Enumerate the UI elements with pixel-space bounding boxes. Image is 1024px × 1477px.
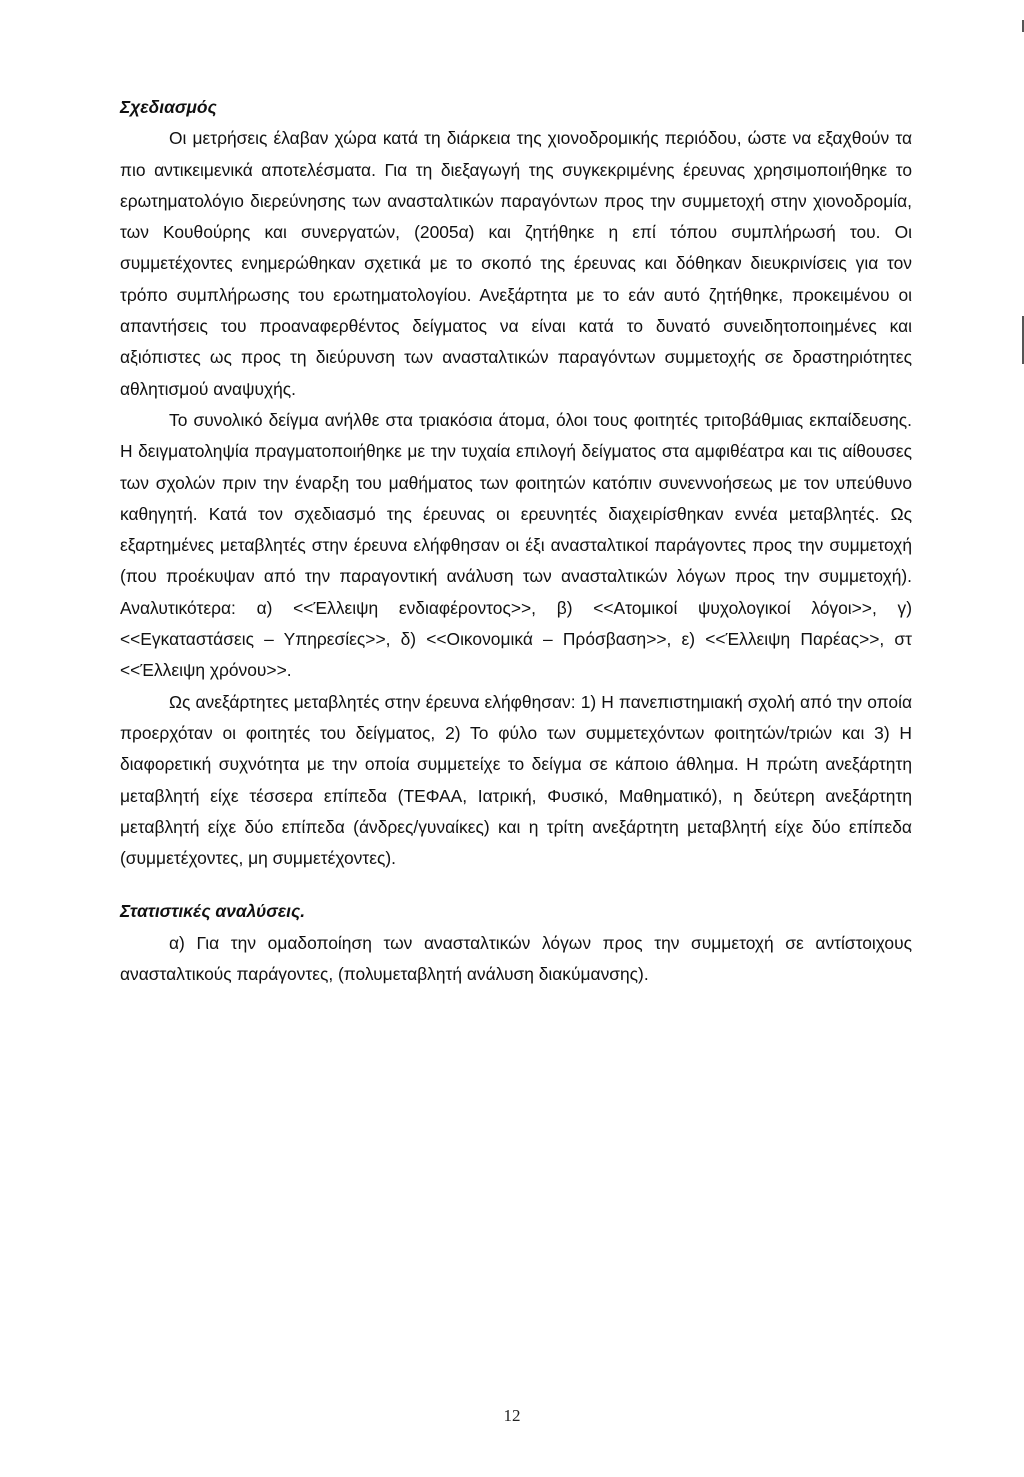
paragraph-design-independent-variables: Ως ανεξάρτητες μεταβλητές στην έρευνα ελήφθησαν: 1) Η πανεπιστημιακή σχολή από την οποία προερχόταν οι φοιτητές του δείγματος, 2) Το φύλο των συμμετεχόντων φοιτητών/τριών και 3) Η διαφορετική συχνότητα με την οποία συμμετείχε το δείγμα σε κάποιο άθλημα. Η πρώτη ανεξάρτητη μεταβλητή είχε τέσσερα επίπεδα (ΤΕΦΑΑ, Ιατρική, Φυσικό, Μαθηματικό), η δεύτερη ανεξάρτητη μεταβλητή είχε δύο επίπεδα (άνδρες/γυναίκες) και η τρίτη ανεξάρτητη μεταβλητή είχε δύο επίπεδα (συμμετέχοντες, μη συμμετέχοντες). — [120, 691, 912, 869]
page-number: 12 — [503, 1406, 521, 1425]
paragraph-design-procedure: Οι μετρήσεις έλαβαν χώρα κατά τη διάρκεια της χιονοδρομικής περιόδου, ώστε να εξαχθούν τα πιο αντικειμενικά αποτελέσματα. Για τη διεξαγωγή της συγκεκριμένης έρευνας χρησιμοποιήθηκε το ερωτηματολόγιο διερεύνησης των ανασταλτικών παραγόντων προς την συμμετοχή στην χιονοδρομία, των Κουθούρης και συνεργατών, (2005α) και ζητήθηκε η επί τόπου συμπλήρωσή του. Οι συμμετέχοντες ενημερώθηκαν σχετικά με το σκοπό της έρευνας και δόθηκαν διευκρινίσεις για τον τρόπο συμπλήρωσης του ερωτηματολογίου. Ανεξάρτητα με το εάν αυτό ζητήθηκε, προκειμένου οι απαντήσεις του προαναφερθέντος δείγματος να είναι κατά το δυνατό συνειδητοποιημένες και αξιόπιστες ως προς τη διεύρυνση των ανασταλτικών παραγόντων συμμετοχής σε δραστηριότητες αθλητισμού αναψυχής. — [120, 128, 912, 399]
section-heading-statistical-analyses: Στατιστικές αναλύσεις. — [120, 901, 306, 922]
paragraph-design-sample: Το συνολικό δείγμα ανήλθε στα τριακόσια άτομα, όλοι τους φοιτητές τριτοβάθμιας εκπαίδευσης. Η δειγματοληψία πραγματοποιήθηκε με την τυχαία επιλογή δείγματος στα αμφιθέατρα και τις αίθουσες των σχολών πριν την έναρξη του μαθήματος των φοιτητών κατόπιν συνεννοήσεως με τον υπεύθυνο καθηγητή. Κατά τον σχεδιασμό της έρευνας οι ερευνητές διαχειρίσθηκαν εννέα μεταβλητές. Ως εξαρτημένες μεταβλητές στην έρευνα ελήφθησαν οι έξι ανασταλτικοί παράγοντες προς την συμμετοχή (που προέκυψαν από την παραγοντική ανάλυση των ανασταλτικών λόγων προς την συμμετοχή). Αναλυτικότερα: α) <<Έλλειψη ενδιαφέροντος>>, β) <<Ατομικοί ψυχολογικοί λόγοι>>, γ) <<Εγκαταστάσεις – Υπηρεσίες>>, δ) <<Οικονομικά – Πρόσβαση>>, ε) <<Έλλειψη Παρέας>>, στ <<Έλλειψη χρόνου>>. — [120, 409, 912, 681]
section-heading-design: Σχεδιασμός — [120, 97, 217, 117]
document-body — [120, 92, 912, 990]
paragraph-statistical-analyses: α) Για την ομαδοποίηση των ανασταλτικών λόγων προς την συμμετοχή σε αντίστοιχους ανασταλτικούς παράγοντες, (πολυμεταβλητή ανάλυση διακύμανσης). — [120, 932, 912, 985]
